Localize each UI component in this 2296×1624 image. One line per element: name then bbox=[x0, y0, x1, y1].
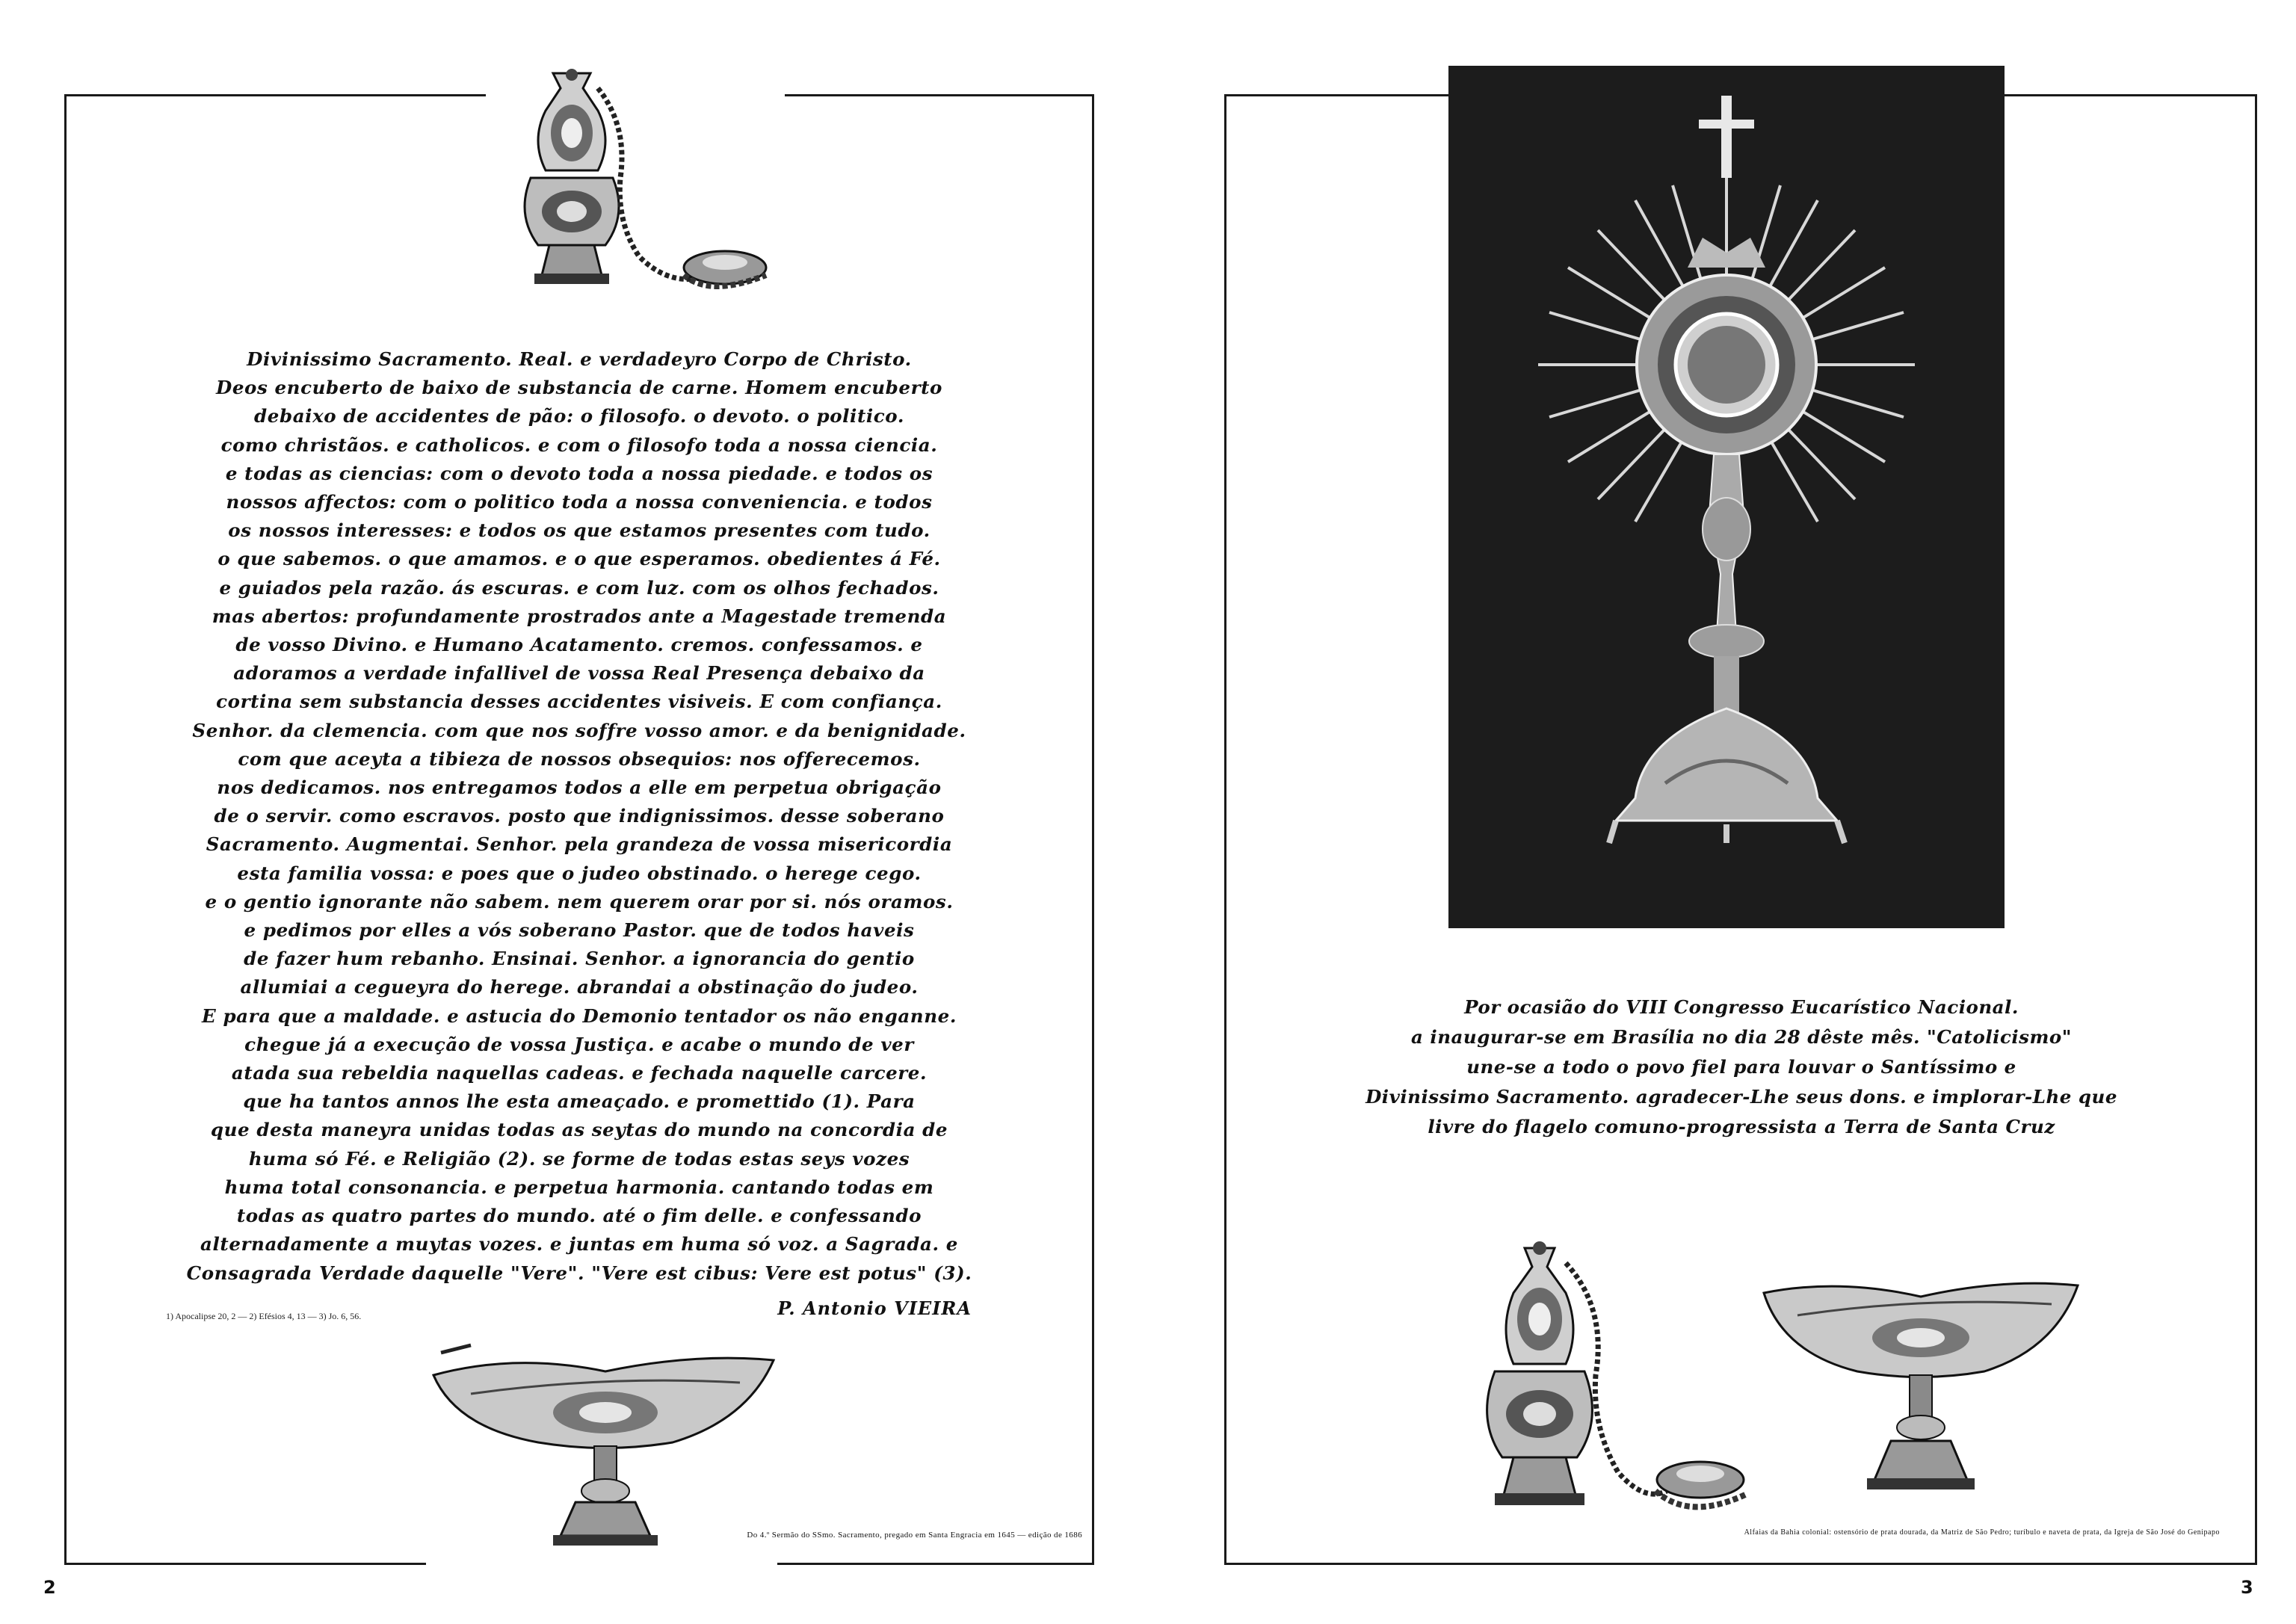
sermon-text bbox=[135, 345, 1024, 1288]
text-line: que desta maneyra unidas todas as seytas do mundo na concordia de bbox=[210, 1119, 948, 1141]
text-line: esta familia vossa: e poes que o judeo obstinado. o herege cego. bbox=[237, 862, 922, 884]
sermon-source-caption: Do 4.º Sermão do SSmo. Sacramento, pregado em Santa Engracia em 1645 — edição de 1686 bbox=[747, 1531, 1082, 1540]
text-line: nos dedicamos. nos entregamos todos a elle em perpetua obrigação bbox=[217, 777, 942, 799]
text-line: como christãos. e catholicos. e com o filosofo toda a nossa ciencia. bbox=[220, 433, 938, 456]
text-line: de vosso Divino. e Humano Acatamento. cremos. confessamos. e bbox=[235, 634, 923, 656]
text-line: livre do flagelo comuno-progressista a Terra de Santa Cruz bbox=[1428, 1116, 2055, 1137]
text-line: que ha tantos annos lhe esta ameaçado. e promettido (1). Para bbox=[243, 1090, 916, 1113]
footnote-references: 1) Apocalipse 20, 2 — 2) Efésios 4, 13 — 3) Jo. 6, 56. bbox=[166, 1311, 362, 1321]
text-line: huma total consonancia. e perpetua harmonia. cantando todas em bbox=[224, 1176, 934, 1198]
thurible-illustration bbox=[486, 66, 785, 312]
text-line: e pedimos por elles a vós soberano Pastor. que de todos haveis bbox=[244, 919, 915, 942]
text-line: de o servir. como escravos. posto que indignissimos. desse soberano bbox=[214, 805, 945, 827]
text-line: atada sua rebeldia naquellas cadeas. e fechada naquelle carcere. bbox=[231, 1062, 928, 1084]
text-line: Sacramento. Augmentai. Senhor. pela grandeza de vossa misericordia bbox=[206, 833, 953, 856]
text-line: une-se a todo o povo fiel para louvar o Santíssimo e bbox=[1466, 1056, 2016, 1078]
text-line: debaixo de accidentes de pão: o filosofo. o devoto. o politico. bbox=[254, 405, 904, 427]
text-line: e todas as ciencias: com o devoto toda a nossa piedade. e todos os bbox=[225, 462, 933, 484]
text-line: mas abertos: profundamente prostrados ante a Magestade tremenda bbox=[212, 605, 947, 627]
photo-credits-caption: Alfaias da Bahia colonial: ostensório de prata dourada, da Matriz de São Pedro; turíbulo e naveta de prata, da Igreja de São José do Genipapo bbox=[1744, 1528, 2220, 1537]
text-line: E para que a maldade. e astucia do Demonio tentador os não enganne. bbox=[202, 1004, 957, 1027]
text-line: allumiai a cegueyra do herege. abrandai a obstinação do judeo. bbox=[240, 976, 919, 998]
incense-boat-illustration bbox=[426, 1330, 777, 1577]
text-line: adoramos a verdade infallivel de vossa Real Presença debaixo da bbox=[233, 662, 925, 685]
text-line: Divinissimo Sacramento. agradecer-Lhe seus dons. e implorar-Lhe que bbox=[1365, 1086, 2117, 1108]
incense-boat-illustration bbox=[1756, 1263, 2085, 1525]
text-line: cortina sem substancia desses accidentes visiveis. E com confiança. bbox=[216, 691, 942, 713]
author-signature: P. Antonio VIEIRA bbox=[777, 1297, 972, 1319]
monstrance-photo bbox=[1448, 66, 2005, 928]
text-line: Senhor. da clemencia. com que nos soffre vosso amor. e da benignidade. bbox=[192, 719, 966, 741]
text-line: nossos affectos: com o politico toda a nossa conveniencia. e todos bbox=[226, 491, 933, 513]
dedication-text bbox=[1315, 992, 2167, 1142]
text-line: e o gentio ignorante não sabem. nem querem orar por si. nós oramos. bbox=[205, 890, 954, 913]
text-line: e guiados pela razão. ás escuras. e com luz. com os olhos fechados. bbox=[219, 576, 939, 599]
text-line: huma só Fé. e Religião (2). se forme de todas estas seys vozes bbox=[248, 1147, 910, 1170]
text-line: alternadamente a muytas vozes. e juntas em huma só voz. a Sagrada. e bbox=[200, 1233, 958, 1256]
text-line: o que sabemos. o que amamos. e o que esperamos. obedientes á Fé. bbox=[217, 548, 941, 570]
page-number-right: 3 bbox=[2241, 1577, 2253, 1598]
text-line: a inaugurar-se em Brasília no dia 28 dêste mês. "Catolicismo" bbox=[1411, 1026, 2072, 1048]
text-line: com que aceyta a tibieza de nossos obsequios: nos offerecemos. bbox=[238, 747, 921, 770]
text-line: Deos encuberto de baixo de substancia de carne. Homem encuberto bbox=[216, 377, 942, 399]
text-line: chegue já a execução de vossa Justiça. e acabe o mundo de ver bbox=[244, 1033, 914, 1055]
text-line: todas as quatro partes do mundo. até o fim delle. e confessando bbox=[236, 1205, 922, 1227]
page-number-left: 2 bbox=[43, 1577, 56, 1598]
text-line: Divinissimo Sacramento. Real. e verdadeyro Corpo de Christo. bbox=[247, 348, 912, 370]
text-line: de fazer hum rebanho. Ensinai. Senhor. a ignorancia do gentio bbox=[244, 948, 915, 970]
text-line: os nossos interesses: e todos os que estamos presentes com tudo. bbox=[228, 519, 931, 542]
text-line: Por ocasião do VIII Congresso Eucarístico Nacional. bbox=[1464, 996, 2019, 1018]
thurible-illustration bbox=[1442, 1233, 1756, 1532]
text-line: Consagrada Verdade daquelle "Vere". "Vere est cibus: Vere est potus" (3). bbox=[186, 1262, 972, 1284]
